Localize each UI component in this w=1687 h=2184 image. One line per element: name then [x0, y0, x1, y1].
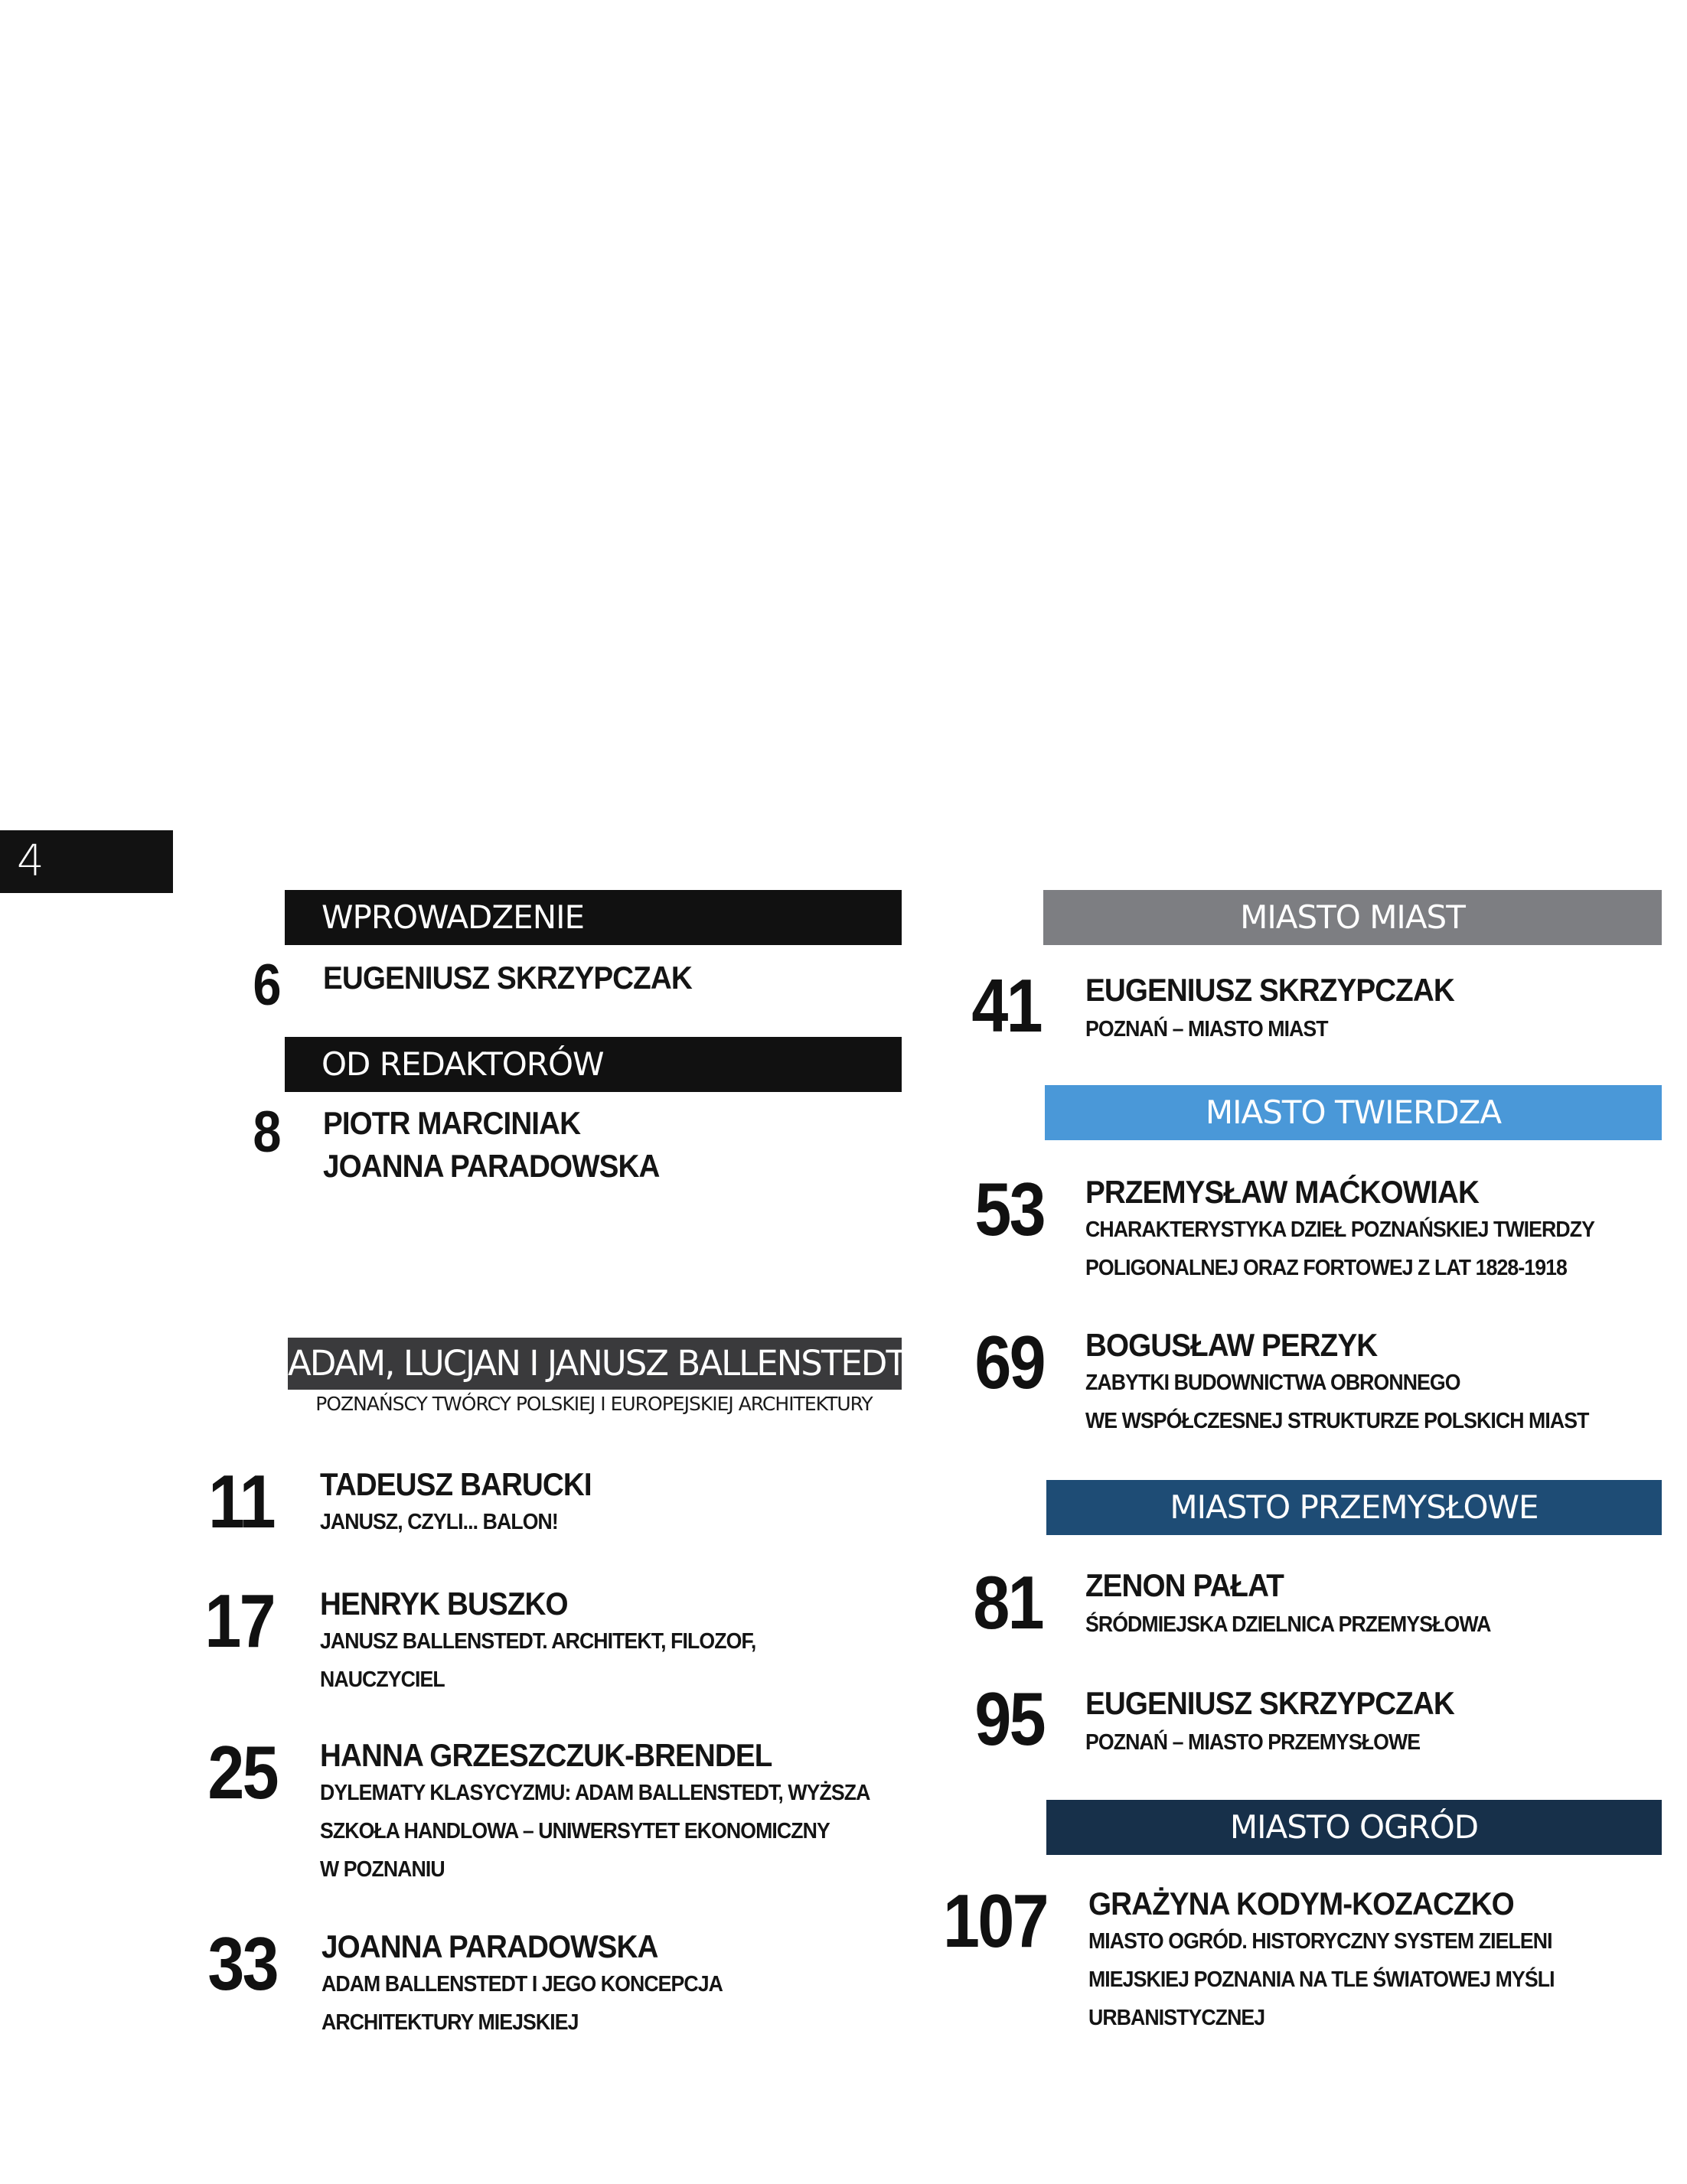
section-heading-miasto-ogrod: MIASTO OGRÓD: [1046, 1800, 1662, 1855]
entry-title: POLIGONALNEJ ORAZ FORTOWEJ Z LAT 1828-1918: [1085, 1256, 1567, 1280]
entry-author: EUGENIUSZ SKRZYPCZAK: [323, 960, 692, 996]
entry-title: CHARAKTERYSTYKA DZIEŁ POZNAŃSKIEJ TWIERDZY: [1085, 1217, 1594, 1242]
entry-title: POZNAŃ – MIASTO PRZEMYSŁOWE: [1085, 1730, 1421, 1755]
entry-author: PRZEMYSŁAW MAĆKOWIAK: [1085, 1174, 1479, 1210]
entry-author: EUGENIUSZ SKRZYPCZAK: [1085, 1685, 1454, 1721]
page-ref: 41: [971, 963, 1041, 1048]
entry-title: ARCHITEKTURY MIEJSKIEJ: [321, 2010, 579, 2035]
entry-author: BOGUSŁAW PERZYK: [1085, 1327, 1378, 1363]
page-ref: 107: [943, 1879, 1047, 1963]
entry-author: JOANNA PARADOWSKA: [321, 1928, 658, 1964]
page-ref: 95: [974, 1677, 1044, 1761]
entry-title: DYLEMATY KLASYCYZMU: ADAM BALLENSTEDT, WYŻSZA: [320, 1781, 870, 1805]
entry-title: URBANISTYCZNEJ: [1088, 2006, 1265, 2030]
entry-author: GRAŻYNA KODYM-KOZACZKO: [1088, 1886, 1514, 1922]
entry-title: JANUSZ BALLENSTEDT. ARCHITEKT, FILOZOF,: [320, 1629, 756, 1654]
page-ref: 6: [253, 953, 279, 1018]
entry-title: ZABYTKI BUDOWNICTWA OBRONNEGO: [1085, 1371, 1460, 1395]
page-ref: 25: [207, 1730, 277, 1814]
entry-author: JOANNA PARADOWSKA: [323, 1148, 660, 1184]
entry-title: WE WSPÓŁCZESNEJ STRUKTURZE POLSKICH MIAST: [1085, 1409, 1589, 1433]
entry-title: NAUCZYCIEL: [320, 1667, 445, 1692]
section-heading-wprowadzenie: WPROWADZENIE: [285, 890, 902, 945]
page-ref: 69: [974, 1320, 1044, 1404]
section-heading-miasto-twierdza: MIASTO TWIERDZA: [1045, 1085, 1662, 1140]
entry-title: POZNAŃ – MIASTO MIAST: [1085, 1017, 1328, 1041]
section-heading-ballenstedt: ADAM, LUCJAN I JANUSZ BALLENSTEDT: [288, 1338, 902, 1390]
page-ref: 11: [208, 1459, 274, 1543]
page-ref: 53: [974, 1167, 1044, 1251]
section-heading-miasto-miast: MIASTO MIAST: [1043, 890, 1662, 945]
entry-author: HANNA GRZESZCZUK-BRENDEL: [320, 1737, 772, 1773]
page-ref: 8: [253, 1100, 279, 1165]
entry-author: EUGENIUSZ SKRZYPCZAK: [1085, 972, 1454, 1008]
entry-title: MIEJSKIEJ POZNANIA NA TLE ŚWIATOWEJ MYŚLI: [1088, 1967, 1555, 1992]
entry-title: MIASTO OGRÓD. HISTORYCZNY SYSTEM ZIELENI: [1088, 1929, 1552, 1954]
entry-title: ŚRÓDMIEJSKA DZIELNICA PRZEMYSŁOWA: [1085, 1612, 1491, 1637]
entry-author: ZENON PAŁAT: [1085, 1567, 1284, 1603]
section-heading-miasto-przemyslowe: MIASTO PRZEMYSŁOWE: [1046, 1480, 1662, 1535]
section-subtitle: POZNAŃSCY TWÓRCY POLSKIEJ I EUROPEJSKIEJ ARCHITEKTURY: [315, 1393, 873, 1415]
section-heading-od-redaktorow: OD REDAKTORÓW: [285, 1037, 902, 1092]
entry-author: PIOTR MARCINIAK: [323, 1105, 581, 1141]
entry-title: W POZNANIU: [320, 1857, 445, 1882]
entry-title: SZKOŁA HANDLOWA – UNIWERSYTET EKONOMICZNY: [320, 1819, 830, 1843]
entry-title: JANUSZ, CZYLI... BALON!: [320, 1510, 558, 1534]
page-ref: 33: [207, 1922, 277, 2006]
entry-author: TADEUSZ BARUCKI: [320, 1466, 592, 1502]
page-ref: 17: [204, 1579, 274, 1663]
entry-author: HENRYK BUSZKO: [320, 1586, 568, 1622]
entry-title: ADAM BALLENSTEDT I JEGO KONCEPCJA: [321, 1972, 723, 1997]
page-ref: 81: [973, 1560, 1043, 1645]
page-number: 4: [0, 830, 173, 893]
